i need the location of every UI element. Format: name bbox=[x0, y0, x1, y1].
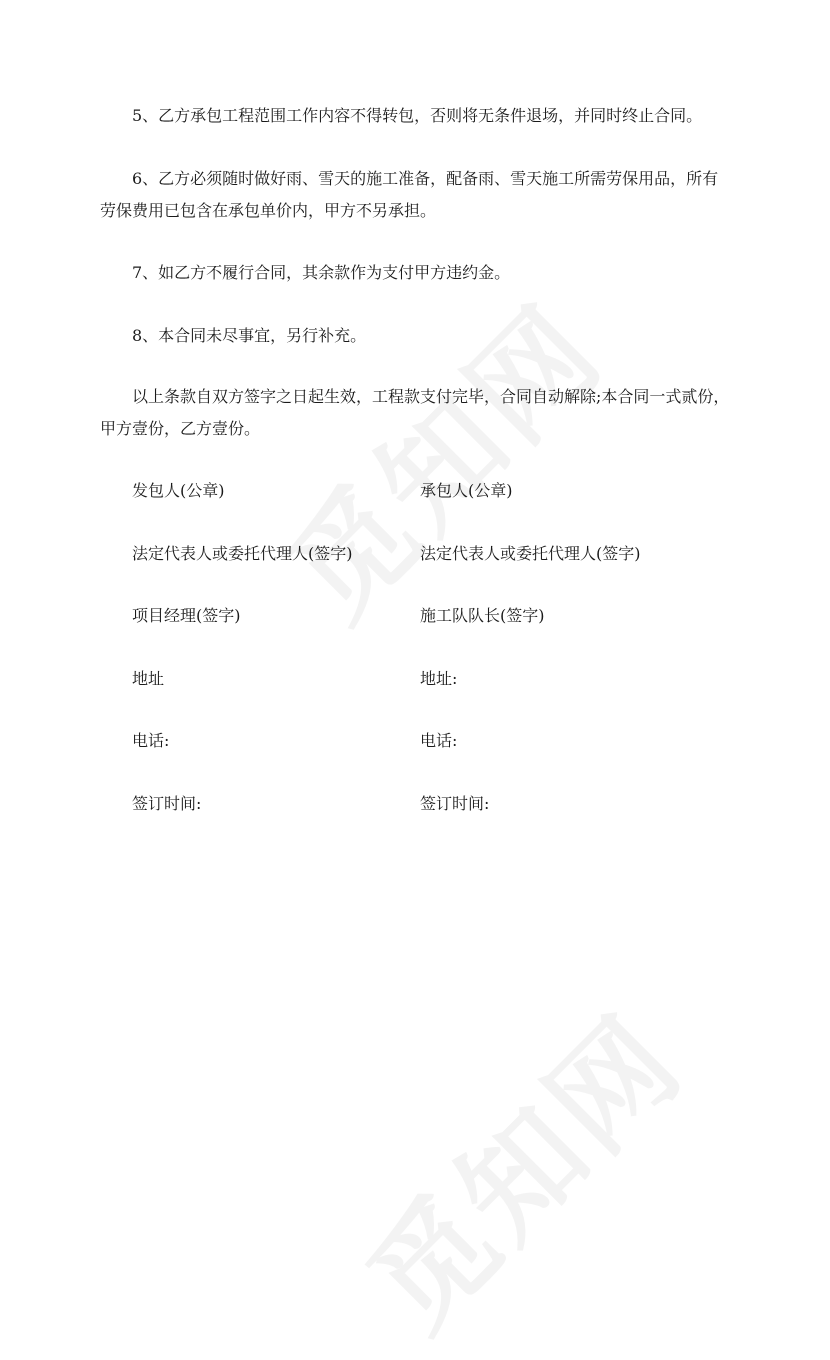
contractor-representative-label: 法定代表人或委托代理人(签字) bbox=[420, 544, 641, 563]
effectiveness-clause: 以上条款自双方签字之日起生效，工程款支付完毕，合同自动解除;本合同一式贰份，甲方壹份，乙方壹份。 bbox=[100, 387, 730, 438]
clause-5: 5、乙方承包工程范围工作内容不得转包，否则将无条件退场，并同时终止合同。 bbox=[132, 106, 703, 125]
employer-sign-date-label: 签订时间: bbox=[132, 794, 202, 813]
clause-8: 8、本合同未尽事宜，另行补充。 bbox=[132, 326, 367, 345]
contractor-address-label: 地址: bbox=[420, 669, 458, 688]
clause-7: 7、如乙方不履行合同，其余款作为支付甲方违约金。 bbox=[132, 263, 511, 282]
employer-address-label: 地址 bbox=[132, 669, 165, 688]
employer-phone-label: 电话: bbox=[132, 731, 170, 750]
clause-6: 6、乙方必须随时做好雨、雪天的施工准备，配备雨、雪天施工所需劳保用品，所有劳保费用已包含在承包单价内，甲方不另承担。 bbox=[100, 169, 719, 220]
contractor-sign-date-label: 签订时间: bbox=[420, 794, 490, 813]
watermark bbox=[325, 972, 714, 1360]
employer-representative-label: 法定代表人或委托代理人(签字) bbox=[132, 544, 353, 563]
team-leader-label: 施工队队长(签字) bbox=[420, 606, 545, 625]
project-manager-label: 项目经理(签字) bbox=[132, 606, 241, 625]
employer-seal-label: 发包人(公章) bbox=[132, 481, 225, 500]
contractor-seal-label: 承包人(公章) bbox=[420, 481, 513, 500]
contractor-phone-label: 电话: bbox=[420, 731, 458, 750]
